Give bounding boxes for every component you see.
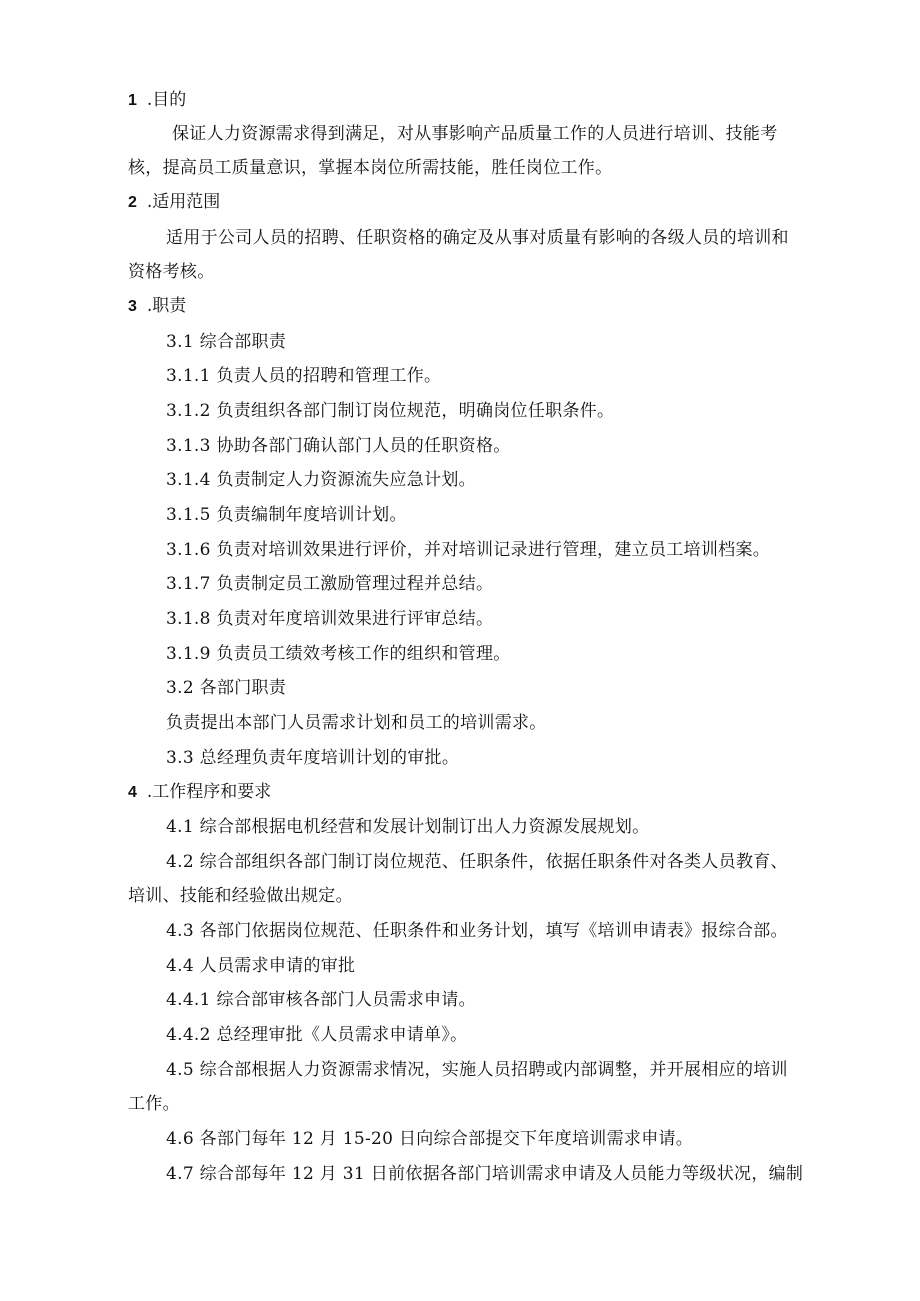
section-title: .工作程序和要求 bbox=[146, 782, 272, 802]
item-line: 3.1.5 负责编制年度培训计划。 bbox=[166, 505, 407, 525]
section-title: .目的 bbox=[146, 90, 187, 110]
section-3-heading bbox=[128, 294, 186, 319]
section-number: 1 bbox=[128, 92, 137, 109]
section-title: .职责 bbox=[146, 296, 187, 316]
paragraph-line: 核，提高员工质量意识，掌握本岗位所需技能，胜任岗位工作。 bbox=[128, 158, 613, 178]
item-line: 3.1.1 负责人员的招聘和管理工作。 bbox=[166, 366, 442, 386]
item-line: 3.1.2 负责组织各部门制订岗位规范，明确岗位任职条件。 bbox=[166, 401, 615, 421]
item-line: 3.1.6 负责对培训效果进行评价，并对培训记录进行管理，建立员工培训档案。 bbox=[166, 540, 771, 560]
item-line: 4.5 综合部根据人力资源需求情况，实施人员招聘或内部调整，并开展相应的培训 bbox=[166, 1060, 788, 1080]
item-line: 4.3 各部门依据岗位规范、任职条件和业务计划，填写《培训申请表》报综合部。 bbox=[166, 921, 788, 941]
item-line: 3.1.7 负责制定员工激励管理过程并总结。 bbox=[166, 574, 494, 594]
paragraph-line: 保证人力资源需求得到满足，对从事影响产品质量工作的人员进行培训、技能考 bbox=[172, 124, 778, 144]
subsection-line: 4.4 人员需求申请的审批 bbox=[166, 956, 356, 976]
item-line: 3.1.4 负责制定人力资源流失应急计划。 bbox=[166, 470, 476, 490]
subsection-line: 3.2 各部门职责 bbox=[166, 678, 287, 698]
item-line: 4.7 综合部每年 12 月 31 日前依据各部门培训需求申请及人员能力等级状况，编制 bbox=[166, 1164, 804, 1184]
item-line: 4.1 综合部根据电机经营和发展计划制订出人力资源发展规划。 bbox=[166, 817, 650, 837]
item-line: 4.4.2 总经理审批《人员需求申请单》。 bbox=[166, 1025, 468, 1045]
item-line: 3.1.8 负责对年度培训效果进行评审总结。 bbox=[166, 609, 494, 629]
item-line: 4.4.1 综合部审核各部门人员需求申请。 bbox=[166, 990, 476, 1010]
section-1-heading bbox=[128, 88, 186, 113]
section-number: 3 bbox=[128, 298, 137, 315]
subsection-line: 3.1 综合部职责 bbox=[166, 332, 287, 352]
section-title: .适用范围 bbox=[146, 192, 221, 212]
paragraph-line: 负责提出本部门人员需求计划和员工的培训需求。 bbox=[166, 713, 547, 733]
item-line: 4.6 各部门每年 12 月 15-20 日向综合部提交下年度培训需求申请。 bbox=[166, 1129, 694, 1149]
item-line: 3.1.3 协助各部门确认部门人员的任职资格。 bbox=[166, 436, 511, 456]
item-line: 4.2 综合部组织各部门制订岗位规范、任职条件，依据任职条件对各类人员教育、 bbox=[166, 852, 788, 872]
item-line: 3.1.9 负责员工绩效考核工作的组织和管理。 bbox=[166, 644, 511, 664]
paragraph-line: 工作。 bbox=[128, 1094, 180, 1114]
paragraph-line: 资格考核。 bbox=[128, 262, 215, 282]
paragraph-line: 培训、技能和经验做出规定。 bbox=[128, 886, 353, 906]
section-4-heading bbox=[128, 780, 271, 805]
section-2-heading bbox=[128, 190, 220, 215]
section-number: 4 bbox=[128, 784, 137, 801]
section-number: 2 bbox=[128, 194, 137, 211]
paragraph-line: 适用于公司人员的招聘、任职资格的确定及从事对质量有影响的各级人员的培训和 bbox=[166, 228, 789, 248]
subsection-line: 3.3 总经理负责年度培训计划的审批。 bbox=[166, 748, 460, 768]
